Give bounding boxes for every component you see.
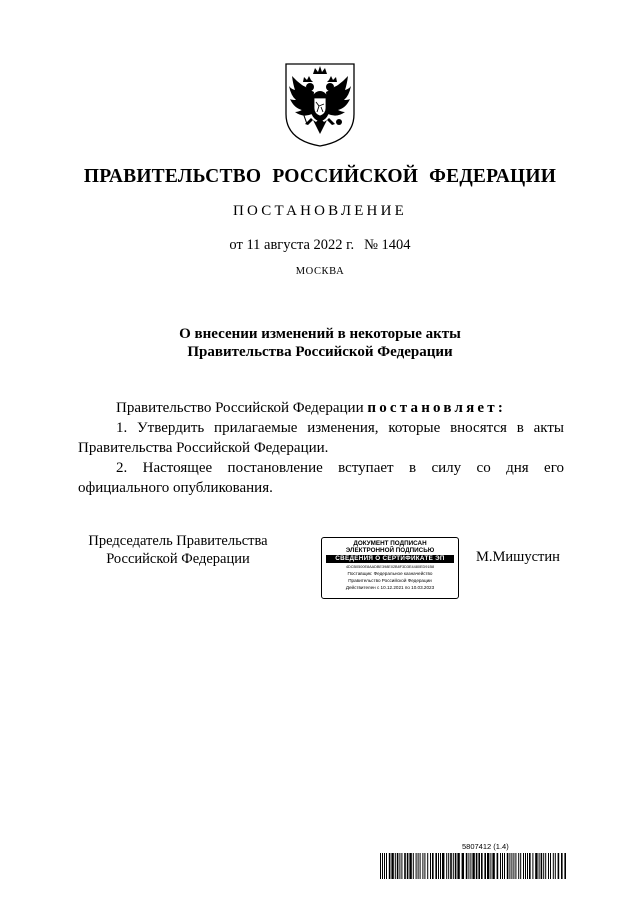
document-subject bbox=[0, 325, 640, 361]
stamp-line-2: ЭЛЕКТРОННОЙ ПОДПИСЬЮ bbox=[345, 547, 435, 554]
document-type: ПОСТАНОВЛЕНИЕ bbox=[233, 203, 407, 219]
item-2-line-1: 2. Настоящее постановление вступает в силу со дня его bbox=[116, 460, 564, 476]
decree-word: постановляет: bbox=[367, 400, 507, 416]
intro-text: Правительство Российской Федерации bbox=[116, 400, 364, 416]
barcode-label: 5807412 (1.4) bbox=[462, 842, 509, 851]
signer-position bbox=[78, 532, 278, 568]
document-number: № 1404 bbox=[364, 237, 411, 253]
stamp-owner: Правительство Российской Федерации bbox=[348, 578, 432, 583]
document-date-line bbox=[0, 237, 640, 254]
item-1-line-1: 1. Утвердить прилагаемые изменения, которые вносятся в акты bbox=[116, 420, 564, 436]
subject-line-2: Правительства Российской Федерации bbox=[187, 344, 453, 360]
electronic-signature-stamp bbox=[321, 537, 459, 599]
item-1-line-2: Правительства Российской Федерации. bbox=[78, 440, 329, 456]
document-body bbox=[78, 398, 564, 498]
stamp-issuer: Поставщик: Федеральное казначейство bbox=[347, 571, 433, 576]
intro-paragraph bbox=[78, 398, 564, 418]
government-title: ПРАВИТЕЛЬСТВО РОССИЙСКОЙ ФЕДЕРАЦИИ bbox=[83, 166, 557, 187]
document-city: МОСКВА bbox=[295, 266, 345, 277]
signer-position-line-2: Российской Федерации bbox=[106, 551, 250, 567]
stamp-line-1: ДОКУМЕНТ ПОДПИСАН bbox=[353, 540, 427, 547]
stamp-serial: 4DCB0500E8AADBE398E02B8F3D3E4480ED91B8 bbox=[345, 565, 435, 569]
signer-name: М.Мишустин bbox=[476, 549, 560, 565]
barcode-icon bbox=[380, 853, 566, 879]
signer-position-line-1: Председатель Правительства bbox=[88, 533, 268, 549]
item-2-line-2: официального опубликования. bbox=[78, 480, 273, 496]
stamp-banner: СВЕДЕНИЯ О СЕРТИФИКАТЕ ЭП bbox=[326, 555, 454, 563]
russian-coat-of-arms-icon bbox=[283, 62, 357, 148]
stamp-validity: Действителен с 10.12.2021 по 10.03.2023 bbox=[345, 585, 435, 590]
subject-line-1: О внесении изменений в некоторые акты bbox=[179, 326, 461, 342]
document-date: от 11 августа 2022 г. bbox=[229, 237, 355, 253]
